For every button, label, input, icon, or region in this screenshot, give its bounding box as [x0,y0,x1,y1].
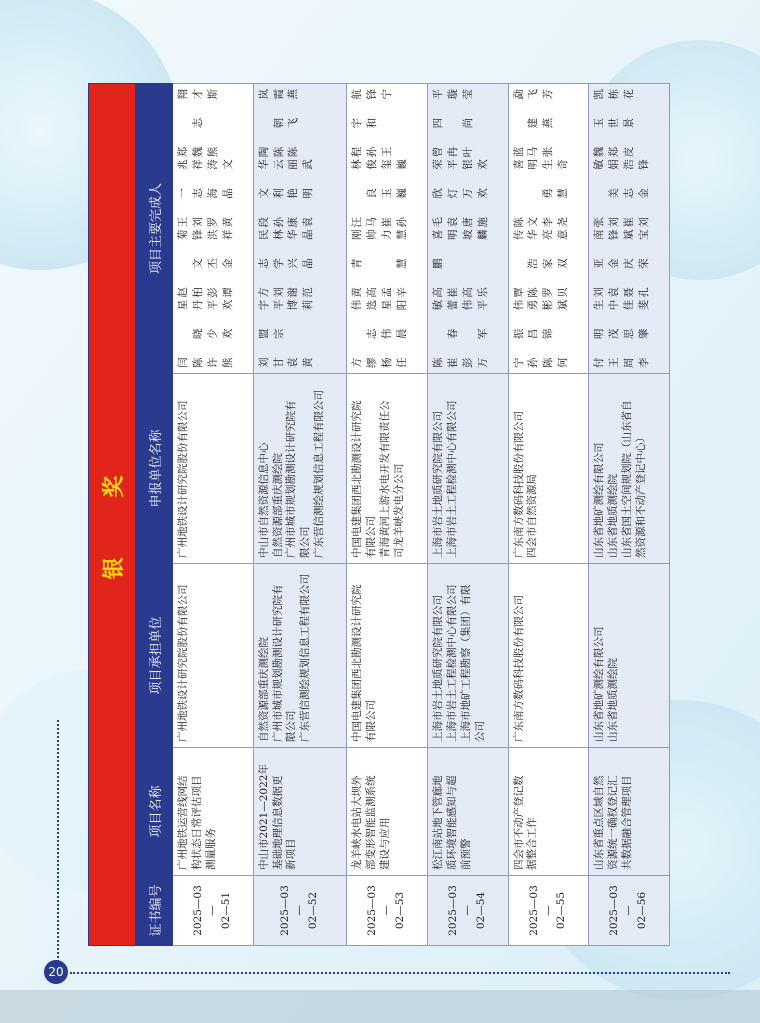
persons-cell [508,83,589,373]
persons-grid [258,89,316,368]
person-name: 许少平 [206,299,219,368]
cell-line: 自然资源部重庆测绘院 [257,637,270,742]
section-title: 银 奖 [89,83,136,945]
project-name-cell [253,748,347,876]
person-name: 陈飞燕 [287,88,300,158]
person-name: 孙昌勇 [527,299,540,368]
page-number: 20 [44,960,68,984]
person-name: 万军平 [476,299,489,368]
cell-line: 山东省国土空间规划院（山东省自 [621,400,633,558]
contractor-cell [253,564,347,748]
column-header-persons: 项目主要完成人 [136,83,173,373]
cell-line: 广东南方数码科技股份有限公司 [512,411,525,558]
cell-line: 广州市城市规划勘测设计研究院有 [285,400,298,558]
persons-grid [593,89,651,368]
table-row [173,83,254,945]
cell-line: 司龙羊峡发电分公司 [392,463,405,558]
cell-line: 广州地铁设计研究院股份有限公司 [177,584,189,742]
person-name: 陈朝霞 [272,88,285,158]
cell-line: 02—56 [636,891,649,930]
table-row [347,83,428,945]
person-name: 尧慧奇 [557,159,570,228]
cell-line: 据整合工作 [526,817,539,870]
table-row [427,83,508,945]
cell-line: 中山市自然资源信息中心 [257,442,270,558]
person-name: 陈浩华 [527,229,540,298]
person-name: 刘志祥 [191,159,204,228]
persons-cell [427,83,508,373]
person-name: 谭金祥 [221,229,234,298]
cell-line: 2025—03— [192,885,218,936]
cell-line: 上海市岩土地质研究院有限公司 [431,595,444,742]
cell-line: 广东南方数码科技股份有限公司 [512,595,525,742]
person-name: 陶 岚 [257,88,270,158]
person-name: 罗家亮 [542,229,555,298]
person-name: 袁金锋 [608,229,621,298]
project-name-cell [347,748,428,876]
person-name: 李肇斐 [637,299,650,368]
person-name: 孙巍巍 [395,159,408,228]
cert-no-cell [173,876,254,946]
contractor-cell [347,564,428,748]
cell-line: 共数据融合管理项目 [621,775,633,870]
cell-line: 山东省重点区域自然 [593,775,606,870]
cell-line: 限公司 [299,526,312,558]
person-name: 任晨阳 [395,299,408,368]
applicant-cell [173,374,254,564]
cell-line: 2025—03— [527,885,554,936]
person-name: 陈 敏 [431,299,444,368]
cell-line: 四会市不动产登记数 [512,775,525,870]
cell-line: 龙羊峡水电站大坝外 [351,775,364,870]
person-name: 聂庆斌 [623,229,635,298]
person-name: 郑 翔 [177,88,189,158]
person-name: 柏文锋 [191,229,204,298]
person-name: 黄 莉 [302,299,315,368]
person-name: 孙和锋 [366,88,379,158]
person-name: 何 斌 [557,299,570,368]
person-name: 闫 星 [177,299,189,368]
person-name: 甘宗平 [272,299,285,368]
person-name: 缪志选 [366,299,379,368]
project-name-cell [508,748,589,876]
persons-cell [173,83,254,373]
cell-line: 建设与应用 [379,817,392,870]
person-name: 周思佳 [623,299,635,368]
person-name: 高鹏喜 [431,229,444,298]
cell-line: 资源统一确权登记汇 [607,775,620,870]
cell-line: 质环境智能感知与超 [445,775,458,870]
column-header-applicant: 申报单位名称 [136,374,173,564]
cell-line: 2025—03— [366,885,393,936]
persons-grid [432,89,490,368]
person-name: 宁振伟 [512,299,525,368]
cell-line: 02—54 [474,891,487,930]
person-name: 冉 璇 [446,88,459,158]
cert-no-cell [508,876,589,946]
person-name: 袁明武 [302,159,315,228]
person-name: 李勇生 [542,159,555,228]
person-name: 郑世栋 [608,88,621,158]
cell-line: 上海市岩土工程检测中心有限公司 [445,400,458,558]
project-name-cell [427,748,508,876]
column-header-cert-no: 证书编号 [136,876,173,946]
person-name: 张燕芳 [542,88,555,158]
cell-line: 限公司 [285,710,298,742]
person-name: 崔玉玺 [381,159,394,228]
cell-line: 山东省地矿测绘有限公司 [593,626,606,742]
person-name: 马良俊 [366,159,379,228]
cell-line: 02—55 [555,891,568,930]
applicant-cell [347,374,428,564]
cell-line: 广州地铁设计研究院股份有限公司 [177,400,189,558]
cell-line: 基础地理信息数据更 [271,775,284,870]
project-name-cell [173,748,254,876]
cell-line: 有限公司 [365,700,378,742]
person-name: 陈晓丹 [191,299,204,368]
person-name: 袁灯平 [446,159,459,228]
cell-line: 广东营信测绘规划信息工程有限公司 [313,390,326,558]
cell-line: 山东省地质测绘院 [607,474,620,558]
person-name: 乐 麟 [476,229,489,298]
persons-grid [351,89,409,368]
contractor-cell [427,564,508,748]
cell-line: 然资源和不动产登记中心） [634,432,647,558]
cell-line: 广州地铁运营线网结 [177,775,189,870]
cell-line: 2025—03— [447,885,473,936]
person-name: 高 坡 [461,229,474,298]
cell-line: 上海市地矿工程勘察（集团）有限 [459,584,472,742]
person-name: 段文华 [257,159,270,228]
person-name: 熊欢欢 [221,299,234,368]
cell-line: 自然资源部重庆测绘院 [271,453,284,558]
person-name: 孟 力 [381,229,394,298]
person-name: 康艳丽 [287,159,300,228]
person-name: 魏玉凯 [593,88,606,158]
person-name: 刘亚南 [593,229,606,298]
cell-line: 中国电建集团西北勘测设计研究院 [351,400,364,558]
person-name: 辛慧慧 [395,229,408,298]
person-name: 覃 传 [512,229,525,298]
person-name: 赵 菊 [177,229,189,298]
person-name: 彭 伟 [461,299,474,368]
person-name: 谢兴华 [287,229,300,298]
person-name: 施欢欢 [476,159,489,228]
cell-line: 测量服务 [204,828,217,870]
cell-line: 公司 [473,721,486,742]
person-name: 黄晶文 [221,159,234,228]
applicant-cell [427,374,508,564]
cert-no-cell [347,876,428,946]
cell-line: 广州市城市规划勘测设计研究院有 [271,584,284,742]
person-name: 罗海涛 [206,159,219,228]
person-name: 皮景花 [623,88,635,158]
persons-cell [253,83,347,373]
person-name: 方 伟 [351,299,364,368]
cell-line: 上海市岩土工程检测中心有限公司 [445,584,458,742]
person-name: 文 明 [527,159,540,228]
applicant-cell [253,374,347,564]
person-name: 崔 明 [446,229,459,298]
persons-grid [513,89,571,368]
person-name: 袁 博 [287,299,300,368]
person-name: 马建飞 [527,88,540,158]
cell-line: 02—51 [219,891,232,930]
person-name: 刘金锋 [637,159,650,228]
person-name: 高 帅 [366,229,379,298]
person-name: 魏志才 [191,88,204,158]
applicant-cell [508,374,589,564]
award-table-rotated [88,84,670,946]
person-name: 陈 喜 [512,159,525,228]
person-name: 毛欣荣 [431,159,444,228]
table-row [253,83,347,945]
cert-no-cell [427,876,508,946]
person-name: 唐万银 [461,159,474,228]
cell-line: 四会市自然资源局 [526,474,539,558]
column-header-contractor: 项目承担单位 [136,564,173,748]
contractor-cell [589,564,670,748]
award-table [88,83,670,946]
person-name: 崔春蕾 [446,299,459,368]
cell-line: 2025—03— [608,885,635,936]
person-name: 王一兆 [177,159,189,228]
cell-line: 有限公司 [365,516,378,558]
person-name: 刘学林 [272,229,285,298]
contractor-cell [173,564,254,748]
decorative-dotted-line-horizontal [70,972,730,974]
person-name: 方志民 [257,229,270,298]
decorative-dotted-line-vertical [57,720,59,966]
persons-cell [589,83,670,373]
column-header-project-name: 项目名称 [136,748,173,876]
applicant-cell [589,374,670,564]
cell-line: 广东营信测绘规划信息工程有限公司 [299,574,312,742]
person-name: 崔志浩 [623,159,635,228]
cell-line: 中国电建集团西北勘测设计研究院 [351,584,364,742]
cell-line: 山东省地矿测绘有限公司 [593,442,606,558]
person-name: 汪 林 [351,159,364,228]
person-name: 程宇航 [351,88,364,158]
cell-line: 02—52 [306,891,319,930]
cell-line: 山东省地质测绘院 [607,658,620,742]
person-name: 刘盟宇 [257,299,270,368]
cell-line: 上海市岩土地质研究院有限公司 [431,411,444,558]
person-name: 熊 斯 [206,88,219,158]
person-name: 叶尚莹 [461,88,474,158]
cell-line: 新项目 [285,838,298,870]
cell-line: 青海黄河上游水电开发有限责任公 [379,400,392,558]
cell-line: 前预警 [459,838,472,870]
cell-line: 02—53 [394,891,407,930]
cert-no-cell [253,876,347,946]
cell-line: 2025—03— [279,885,306,936]
person-name: 陈锦彬 [542,299,555,368]
person-name: 黄青刚 [351,229,364,298]
person-name: 孔荣宝 [637,229,650,298]
person-name: 贝双意 [557,229,570,298]
person-name: 付明生 [593,299,606,368]
persons-cell [347,83,428,373]
person-name: 曾四平 [431,88,444,158]
cert-no-cell [589,876,670,946]
cell-line: 中山市2021—2022年 [257,764,270,870]
persons-grid [177,89,235,368]
cell-line: 松江南站地下管廊地 [431,775,444,870]
person-name: 刘美娟 [608,159,621,228]
person-name: 范晶晶 [302,229,315,298]
cell-line: 构状态日常评估项目 [190,775,203,870]
person-name: 蓝 勐 [512,88,525,158]
cell-line: 部变形智能监测系统 [365,775,378,870]
person-name: 王茂中 [608,299,621,368]
person-name: 杨伟星 [381,299,394,368]
table-row [589,83,670,945]
person-name: 王 宁 [381,88,394,158]
contractor-cell [508,564,589,748]
person-name: 彭丕洪 [206,229,219,298]
person-name: 孙利云 [272,159,285,228]
project-name-cell [589,748,670,876]
person-name: 张 敏 [593,159,606,228]
table-row [508,83,589,945]
